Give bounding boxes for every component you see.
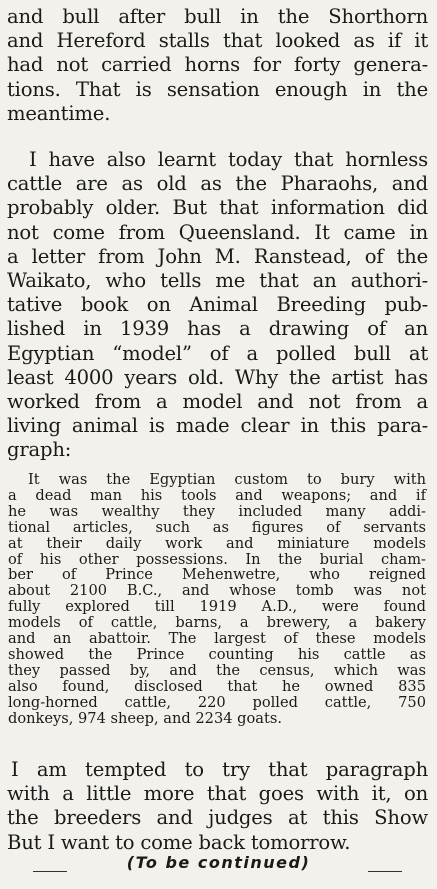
paragraph-1: [7, 5, 428, 126]
quote-line: he was wealthy they included many addi-: [8, 502, 426, 520]
quote-line: also found, disclosed that he owned 835: [8, 677, 426, 695]
text-line: tions. That is sensation enough in the: [7, 77, 428, 101]
text-line: I am tempted to try that paragraph: [11, 758, 428, 781]
text-line: worked from a model and not from a: [7, 390, 428, 414]
quote-line: tional articles, such as figures of servants: [8, 518, 426, 536]
text-line: not come from Queensland. It came in: [7, 220, 428, 244]
to-be-continued-text: (To be continued): [126, 853, 311, 872]
quote-line: and an abattoir. The largest of these models: [8, 630, 426, 648]
quote-line: they passed by, and the census, which was: [8, 661, 426, 679]
text-line: and bull after bull in the Shorthorn: [7, 5, 428, 28]
text-line: Waikato, who tells me that an authori-: [7, 269, 428, 293]
text-line: with a little more that goes with it, on: [7, 782, 428, 806]
text-line: the breeders and judges at this Show: [7, 806, 428, 830]
quote-line: ber of Prince Mehenwetre, who reigned: [8, 566, 426, 584]
right-rule: [368, 871, 402, 872]
text-line: a letter from John M. Ranstead, of the: [7, 244, 428, 268]
quote-line: donkeys, 974 sheep, and 2234 goats.: [8, 709, 282, 727]
continuation-footer: [0, 853, 437, 881]
text-line: probably older. But that information did: [7, 196, 428, 220]
block-quotation: [8, 472, 426, 727]
quote-line: It was the Egyptian custom to bury with: [28, 471, 426, 488]
quote-line: showed the Prince counting his cattle as: [8, 645, 426, 663]
quote-line: at their daily work and miniature models: [8, 534, 426, 552]
quote-line: a dead man his tools and weapons; and if: [8, 486, 426, 504]
text-line: Egyptian “model” of a polled bull at: [7, 341, 428, 365]
text-line: lished in 1939 has a drawing of an: [7, 317, 428, 341]
quote-line: about 2100 B.C., and whose tomb was not: [8, 582, 426, 600]
text-line: graph:: [7, 438, 72, 462]
text-line: I have also learnt today that hornless: [29, 148, 428, 171]
text-line: But I want to come back tomorrow.: [7, 830, 351, 854]
text-line: living animal is made clear in this para-: [7, 414, 428, 438]
text-line: tative book on Animal Breeding pub-: [7, 293, 428, 317]
text-line: cattle are as old as the Pharaohs, and: [7, 172, 428, 196]
paragraph-3: [7, 758, 428, 855]
text-line: least 4000 years old. Why the artist has: [7, 365, 428, 389]
quote-line: models of cattle, barns, a brewery, a bakery: [8, 614, 426, 632]
quote-line: of his other possessions. In the burial cham-: [8, 550, 426, 568]
text-line: and Hereford stalls that looked as if it: [7, 29, 428, 53]
text-line: had not carried horns for forty genera-: [7, 53, 428, 77]
text-line: meantime.: [7, 101, 111, 125]
quote-line: fully explored till 1919 A.D., were found: [8, 598, 426, 616]
quote-line: long-horned cattle, 220 polled cattle, 750: [8, 693, 426, 711]
paragraph-2: [7, 148, 428, 463]
